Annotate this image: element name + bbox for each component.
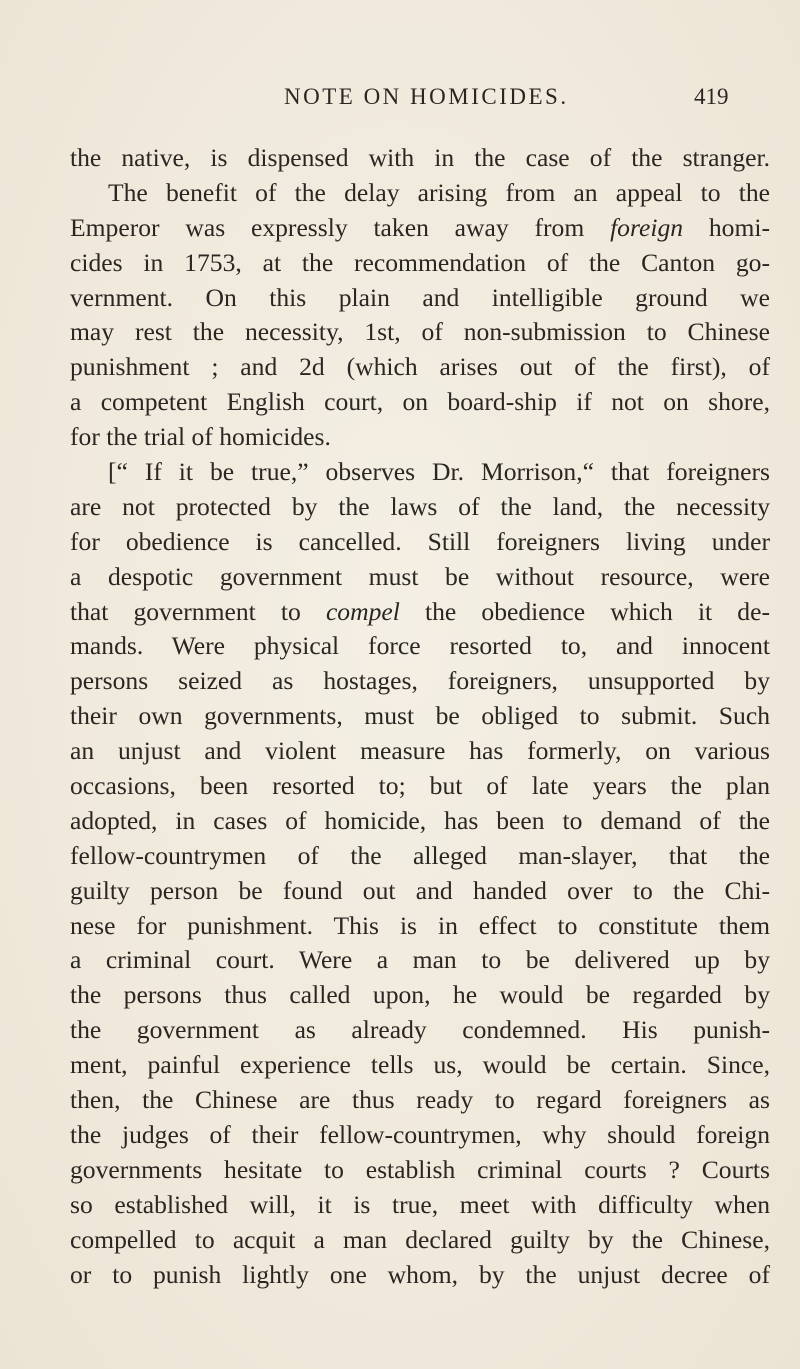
text-line: for obedience is cancelled. Still foreigners living under [70,526,770,556]
page-number: 419 [694,84,729,109]
text-line: then, the Chinese are thus ready to regard foreigners as [70,1085,770,1115]
text-line: a competent English court, on board-ship if not on shore, [70,387,770,417]
text-line: ment, painful experience tells us, would be certain. Since, [70,1050,770,1080]
text-line: the native, is dispensed with in the case of the stranger. [70,143,770,172]
text-line: a despotic government must be without resource, were [70,561,770,591]
text-line: Emperor was expressly taken away from foreign homi- [70,212,770,242]
running-title: NOTE ON HOMICIDES. [284,84,569,109]
text-line: The benefit of the delay arising from an appeal to the [108,177,770,207]
text-line: persons seized as hostages, foreigners, unsupported by [70,666,770,696]
text-line: are not protected by the laws of the land, the necessity [70,491,770,521]
text-line: for the trial of homicides. [70,422,331,452]
text-line: cides in 1753, at the recommendation of the Canton go- [70,247,770,277]
text-line: the government as already condemned. His punish- [70,1015,770,1045]
text-line: an unjust and violent measure has formerly, on various [70,736,770,766]
text-line: so established will, it is true, meet with difficulty when [70,1189,770,1219]
text-line: fellow-countrymen of the alleged man-slayer, that the [70,840,770,870]
text-line: compelled to acquit a man declared guilty by the Chinese, [70,1224,770,1254]
text-line: punishment ; and 2d (which arises out of the first), of [70,352,770,382]
text-line: or to punish lightly one whom, by the unjust decree of [70,1259,770,1289]
italic-emphasis: foreign [610,212,684,242]
text-line: [“ If it be true,” observes Dr. Morrison,“ that foreigners [108,457,770,487]
text-line: vernment. On this plain and intelligible ground we [70,282,770,312]
text-line: may rest the necessity, 1st, of non-submission to Chinese [70,317,770,347]
text-line: their own governments, must be obliged to submit. Such [70,701,770,731]
body-text [70,141,770,1292]
text-line: guilty person be found out and handed over to the Chi- [70,875,770,905]
text-line: governments hesitate to establish criminal courts ? Courts [70,1154,770,1184]
text-line: adopted, in cases of homicide, has been to demand of the [70,805,770,835]
italic-emphasis: compel [325,596,400,626]
text-line: mands. Were physical force resorted to, and innocent [70,631,770,661]
text-line: nese for punishment. This is in effect to constitute them [70,910,770,940]
text-line: occasions, been resorted to; but of late years the plan [70,771,770,801]
text-line: that government to compel the obedience which it de- [70,596,770,626]
text-line: the judges of their fellow-countrymen, why should foreign [70,1119,770,1149]
text-line: the persons thus called upon, he would be regarded by [70,980,770,1010]
text-line: a criminal court. Were a man to be delivered up by [70,945,770,975]
